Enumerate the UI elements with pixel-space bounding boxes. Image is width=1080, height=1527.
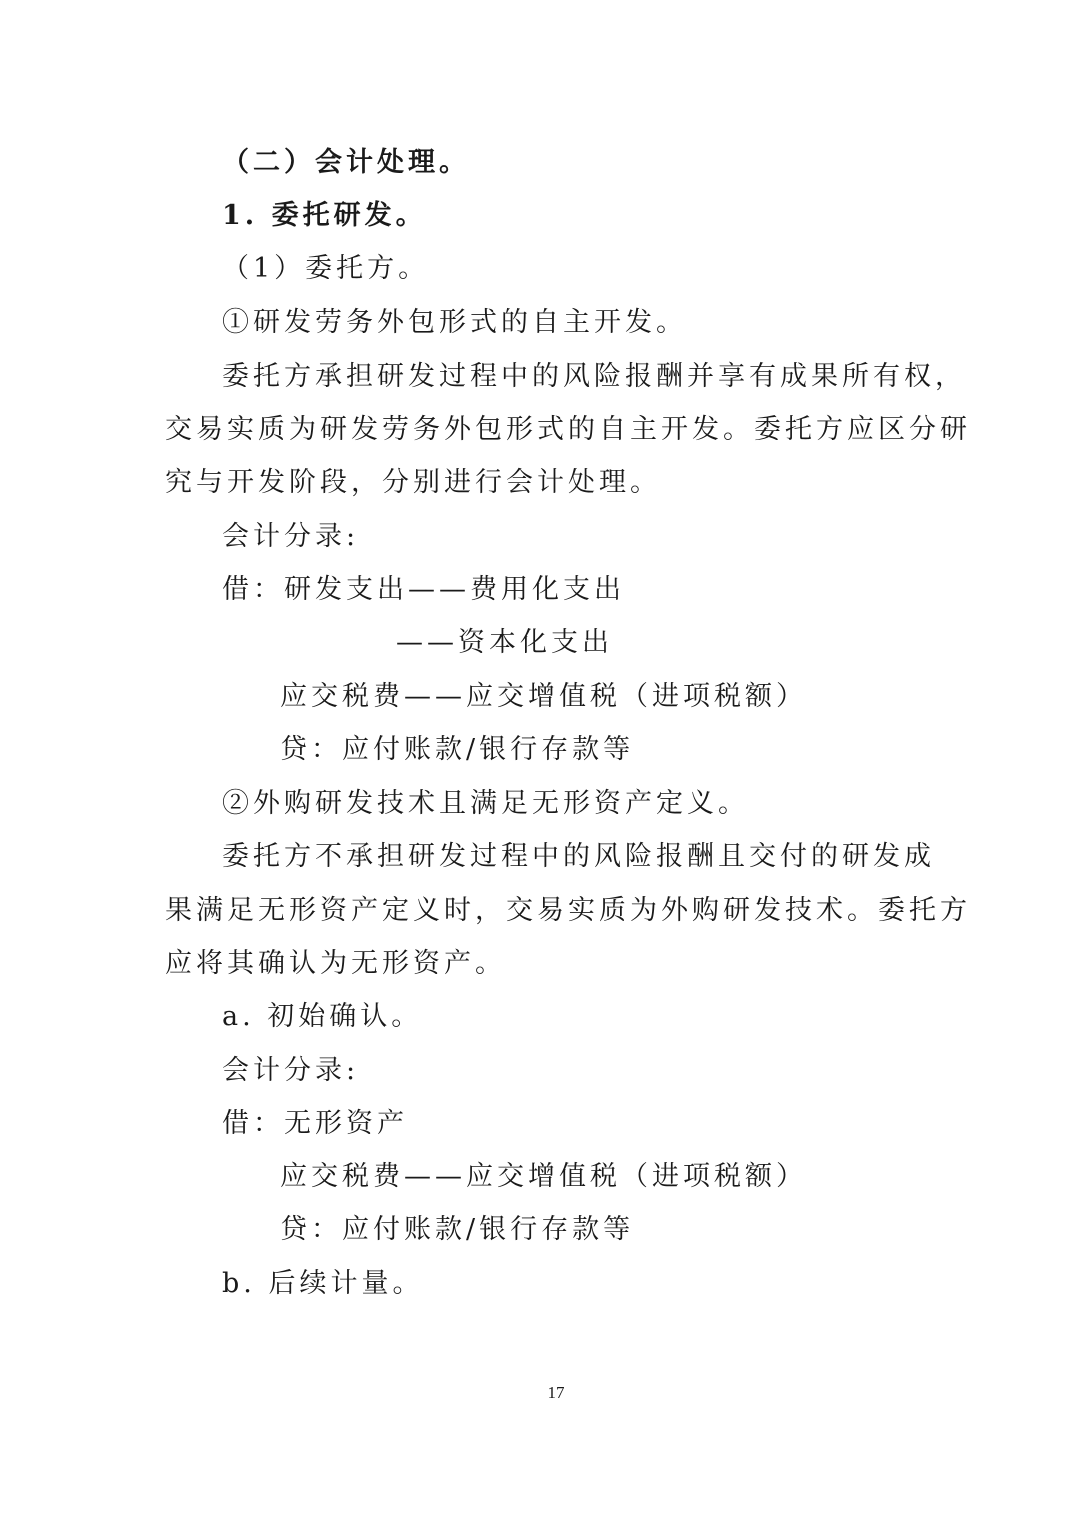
case2-entry-debit: 借：无形资产 xyxy=(222,1108,408,1139)
case1-entry-credit: 贷：应付账款/银行存款等 xyxy=(280,734,635,765)
case2-sub-b: b. 后续计量。 xyxy=(222,1268,424,1299)
case2-title: ②外购研发技术且满足无形资产定义。 xyxy=(222,788,749,819)
case1-paragraph-line: 委托方承担研发过程中的风险报酬并享有成果所有权， xyxy=(222,361,966,392)
section-heading: （二）会计处理。 xyxy=(222,147,470,178)
case2-sub-a: a. 初始确认。 xyxy=(222,1001,423,1032)
case1-entry-tax: 应交税费——应交增值税（进项税额） xyxy=(280,681,807,712)
party-heading: （1）委托方。 xyxy=(222,253,430,284)
subsection-heading: 1. 委托研发。 xyxy=(222,200,427,231)
case1-paragraph-line: 交易实质为研发劳务外包形式的自主开发。委托方应区分研 xyxy=(165,414,971,445)
case2-paragraph-line: 果满足无形资产定义时，交易实质为外购研发技术。委托方 xyxy=(165,895,971,926)
case2-paragraph-line: 委托方不承担研发过程中的风险报酬且交付的研发成 xyxy=(222,841,935,872)
page-number: 17 xyxy=(547,1383,565,1402)
case1-entry-debit: 借：研发支出——费用化支出 xyxy=(222,574,625,605)
case1-paragraph-line: 究与开发阶段，分别进行会计处理。 xyxy=(165,467,661,498)
case2-entry-label: 会计分录: xyxy=(222,1055,360,1086)
case1-title: ①研发劳务外包形式的自主开发。 xyxy=(222,307,687,338)
case2-paragraph-line: 应将其确认为无形资产。 xyxy=(165,948,506,979)
case2-entry-tax: 应交税费——应交增值税（进项税额） xyxy=(280,1161,807,1192)
case2-entry-credit: 贷：应付账款/银行存款等 xyxy=(280,1214,635,1245)
case1-entry-label: 会计分录: xyxy=(222,521,360,552)
case1-entry-debit-sub: ——资本化支出 xyxy=(396,627,613,658)
